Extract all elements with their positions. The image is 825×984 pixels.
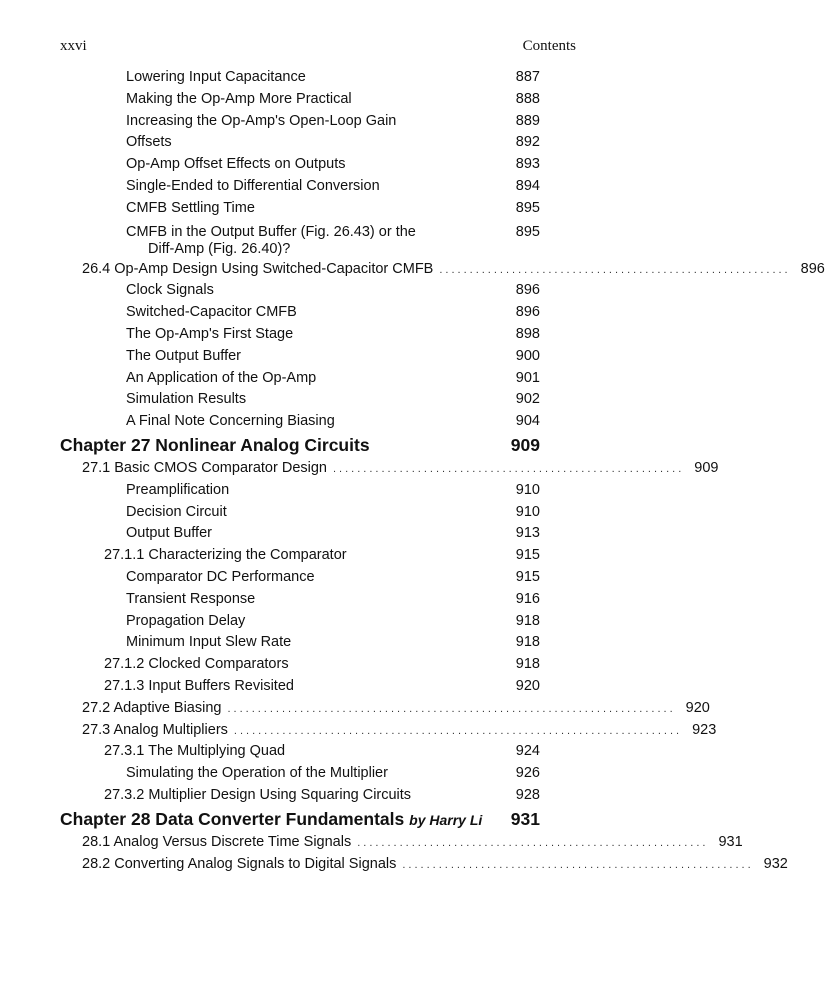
toc-entry-page: 918 [515,634,540,651]
toc-entry-title: Transient Response [126,590,256,607]
toc-entry [60,222,540,261]
toc-section-title: 27.1 Basic CMOS Comparator Design [82,459,327,476]
toc-section-title: 28.1 Analog Versus Discrete Time Signals [82,833,352,850]
toc-entry-title: Simulating the Operation of the Multiplier [126,765,388,782]
toc-entry [60,613,540,635]
toc-entry [60,591,540,613]
dot-leader: .......................................................... [402,858,754,871]
toc-entry [60,282,540,304]
toc-section [60,699,710,722]
toc-chapter-title-text: Chapter 28 Data Converter Fundamentals [60,808,405,829]
dot-leader: .......................................................... [439,263,791,276]
toc-entry-title [126,224,446,258]
toc-entry-page: 910 [515,503,540,520]
toc-subsection [60,678,540,700]
toc-entry-title: Op-Amp Offset Effects on Outputs [126,156,346,173]
toc-subsection [60,547,540,569]
toc-entry-page: 928 [515,786,540,803]
toc-entry-page: 924 [515,743,540,760]
toc-section [60,459,719,482]
toc-section-title: 27.2 Adaptive Biasing [82,699,222,716]
toc-entry-title: A Final Note Concerning Biasing [126,413,335,430]
toc-entry [60,156,540,178]
toc-entry-page: 910 [515,481,540,498]
dot-leader: .......................................................................... [227,702,676,715]
toc-entry-page: 901 [515,369,540,386]
toc-entry [60,326,540,348]
toc-entry-page: 887 [515,69,540,85]
toc-entry-page: 915 [515,547,540,564]
running-title: Contents [522,38,576,54]
toc-entry-title: Comparator DC Performance [126,568,315,585]
toc-entry-page: 918 [515,612,540,629]
toc-entry-title: Propagation Delay [126,612,246,629]
toc-chapter-page: 931 [510,808,540,829]
dot-leader: .......................................................... [357,836,709,849]
toc-entry-page: 923 [692,721,717,738]
toc-entry-page: 931 [718,833,743,850]
toc-entry [60,504,540,526]
toc-entry [60,91,540,113]
toc-entry-page: 892 [515,134,540,151]
table-of-contents [60,69,825,877]
toc-subsection [60,656,540,678]
toc-chapter-title [60,809,482,830]
toc-entry [60,391,540,413]
toc-entry-page: 889 [515,112,540,129]
toc-entry-title: Simulation Results [126,391,247,408]
toc-entry [60,634,540,656]
toc-subsection-title: 27.1.1 Characterizing the Comparator [104,547,347,564]
toc-section [60,721,717,744]
toc-entry-page: 893 [515,156,540,173]
toc-entry-title: The Output Buffer [126,347,241,364]
toc-entry-page: 902 [515,391,540,408]
toc-entry [60,304,540,326]
toc-entry [60,134,540,156]
toc-entry-page: 895 [515,223,540,240]
toc-entry-page: 895 [515,199,540,216]
toc-entry [60,765,540,787]
toc-entry-title-line2: Diff-Amp (Fig. 26.40)? [148,240,291,257]
toc-entry-page: 915 [515,568,540,585]
toc-entry-page: 888 [515,90,540,107]
toc-entry [60,69,540,91]
toc-entry-title: Output Buffer [126,525,212,542]
toc-entry-page: 896 [800,260,825,277]
toc-entry [60,370,540,392]
toc-entry-title: Increasing the Op-Amp's Open-Loop Gain [126,112,397,129]
toc-entry-title: Clock Signals [126,282,214,299]
toc-section [60,855,788,878]
toc-entry-page: 926 [515,765,540,782]
dot-leader: .......................................................................... [233,724,683,737]
toc-subsection-title: 27.1.2 Clocked Comparators [104,656,289,673]
toc-entry-title: Making the Op-Amp More Practical [126,90,352,107]
toc-entry [60,348,540,370]
toc-entry-page: 920 [685,699,710,716]
toc-entry [60,200,540,222]
toc-subsection-title: 27.1.3 Input Buffers Revisited [104,677,294,694]
toc-chapter-title: Chapter 27 Nonlinear Analog Circuits [60,434,370,455]
toc-entry-page: 904 [515,413,540,430]
toc-entry-title: CMFB Settling Time [126,199,255,216]
toc-subsection-title: 27.3.2 Multiplier Design Using Squaring Circuits [104,786,412,803]
toc-entry-page: 918 [515,656,540,673]
toc-chapter-author: by Harry Li [409,811,483,828]
toc-entry [60,413,540,435]
toc-entry-page: 900 [515,347,540,364]
toc-entry-page: 913 [515,525,540,542]
toc-chapter [60,435,540,460]
toc-entry [60,569,540,591]
toc-entry [60,482,540,504]
page-number: xxvi [60,38,87,54]
toc-entry [60,113,540,135]
toc-entry-title: Offsets [126,134,172,151]
toc-section-title: 26.4 Op-Amp Design Using Switched-Capacitor CMFB [82,260,434,277]
toc-entry-page: 898 [515,325,540,342]
toc-chapter-page: 909 [510,434,540,455]
toc-entry [60,178,540,200]
toc-entry-title: Switched-Capacitor CMFB [126,304,297,321]
toc-entry-title: Decision Circuit [126,503,227,520]
toc-entry-title: Minimum Input Slew Rate [126,634,292,651]
toc-subsection [60,743,540,765]
toc-entry-page: 894 [515,177,540,194]
toc-entry-title-line1: CMFB in the Output Buffer (Fig. 26.43) or the [126,223,416,240]
toc-subsection [60,787,540,809]
toc-section [60,260,825,283]
toc-entry-page: 916 [515,590,540,607]
toc-entry-page: 920 [515,677,540,694]
toc-entry-title: The Op-Amp's First Stage [126,325,294,342]
toc-entry-title: Preamplification [126,481,230,498]
toc-entry-title: An Application of the Op-Amp [126,369,317,386]
toc-entry-page: 932 [763,855,788,872]
dot-leader: .......................................................... [333,462,685,475]
toc-entry-page: 896 [515,304,540,321]
toc-section [60,833,743,856]
toc-chapter [60,809,540,834]
toc-entry-page: 909 [694,459,719,476]
toc-entry [60,525,540,547]
toc-section-title: 27.3 Analog Multipliers [82,721,228,738]
toc-section-title: 28.2 Converting Analog Signals to Digital Signals [82,855,397,872]
toc-entry-title: Lowering Input Capacitance [126,69,306,85]
toc-entry-title: Single-Ended to Differential Conversion [126,177,380,194]
toc-entry-page: 896 [515,282,540,299]
toc-subsection-title: 27.3.1 The Multiplying Quad [104,743,286,760]
